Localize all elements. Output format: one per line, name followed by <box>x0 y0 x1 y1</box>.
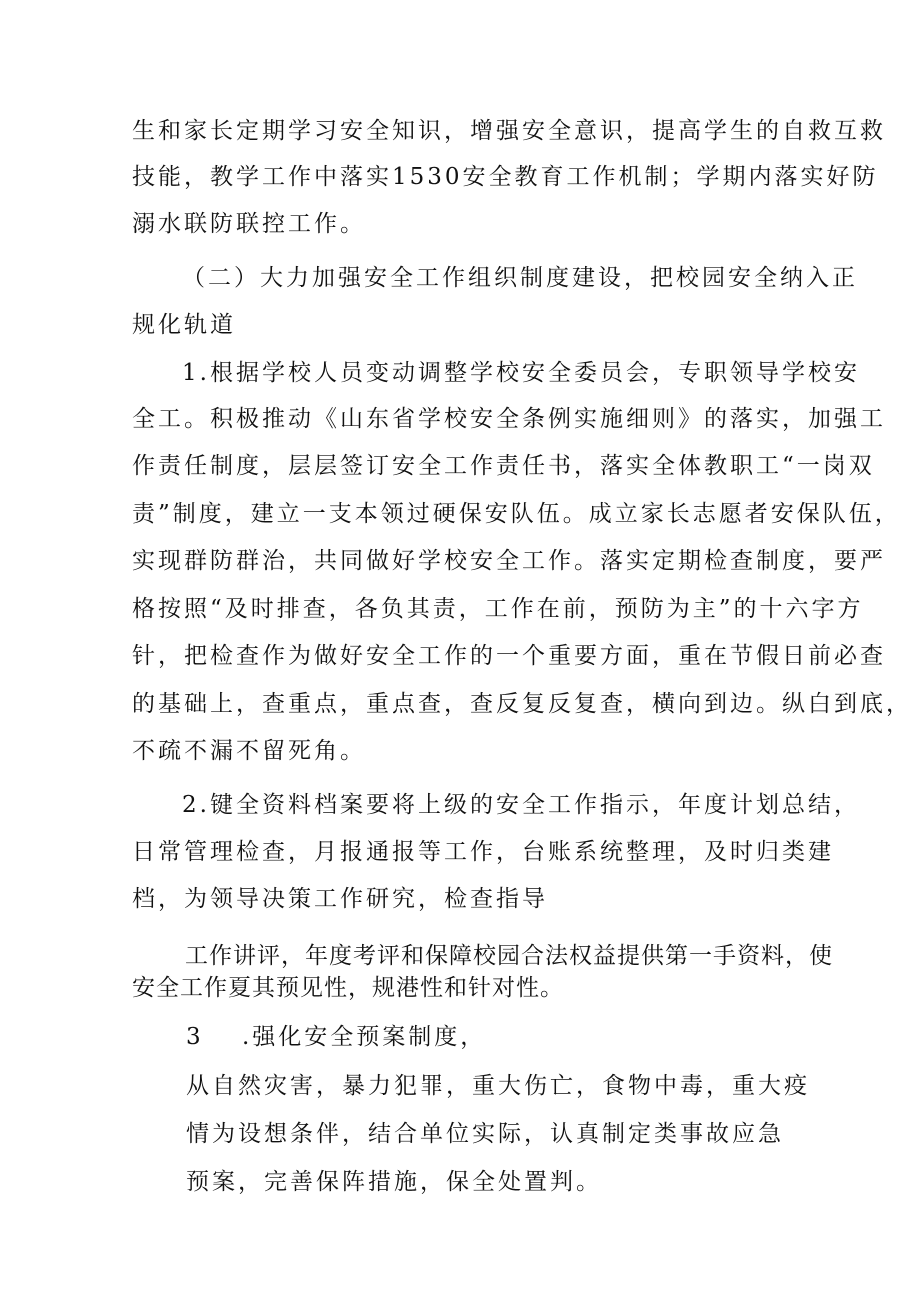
text-line: 1.根据学校人员变动调整学校安全委员会，专职领导学校安 <box>182 360 860 386</box>
text-line: 从自然灾害，暴力犯罪，重大伤亡，食物中毒，重大疫 <box>186 1073 810 1099</box>
text-line: 的基础上，查重点，重点查，查反复反复查，横向到边。纵白到底， <box>132 691 912 717</box>
text-line: 情为设想条伴，结合单位实际，认真制定类事故应急 <box>186 1121 784 1147</box>
text-line: 2.键全资料档案要将上级的安全工作指示，年度计划总结， <box>182 792 860 818</box>
text-line: 作责任制度，层层签订安全工作责任书，落实全体教职工“一岗双 <box>132 453 875 479</box>
text-line: 全工。积极推动《山东省学校安全条例实施细则》的落实，加强工 <box>132 406 886 432</box>
section-heading: 规化轨道 <box>132 312 236 338</box>
text-line: 针，把检查作为做好安全工作的一个重要方面，重在节假日前必查 <box>132 643 886 669</box>
text-line: 预案，完善保阵措施，保全处置判。 <box>186 1169 602 1195</box>
text-line: 技能，教学工作中落实1530安全教育工作机制；学期内落实好防 <box>132 164 879 190</box>
item-title: .强化安全预案制度， <box>242 1024 487 1050</box>
text-line: 安全工作夏其预见性，规港性和针对性。 <box>132 975 564 1001</box>
text-line: 生和家长定期学习安全知识，增强安全意识，提高学生的自救互救 <box>132 118 886 144</box>
section-heading: （二）大力加强安全工作组织制度建设，把校园安全纳入正 <box>182 265 858 291</box>
text-line: 日常管理检查，月报通报等工作，台账系统整理，及时归类建 <box>132 839 834 865</box>
text-line: 格按照“及时排查，各负其责，工作在前，预防为主”的十六字方 <box>132 596 864 622</box>
item-number: 3 <box>186 1024 204 1050</box>
text-line: 工作讲评，年度考评和保障校园合法权益提供第一手资料，使 <box>185 943 833 969</box>
text-line: 责”制度，建立一支本领过硬保安队伍。成立家长志愿者安保队伍， <box>132 501 901 527</box>
text-line: 不疏不漏不留死角。 <box>132 738 366 764</box>
text-line: 实现群防群治，共同做好学校安全工作。落实定期检查制度，要严 <box>132 548 886 574</box>
text-line: 溺水联防联控工作。 <box>132 211 366 237</box>
text-line: 档，为领导决策工作研究，检查指导 <box>132 886 548 912</box>
